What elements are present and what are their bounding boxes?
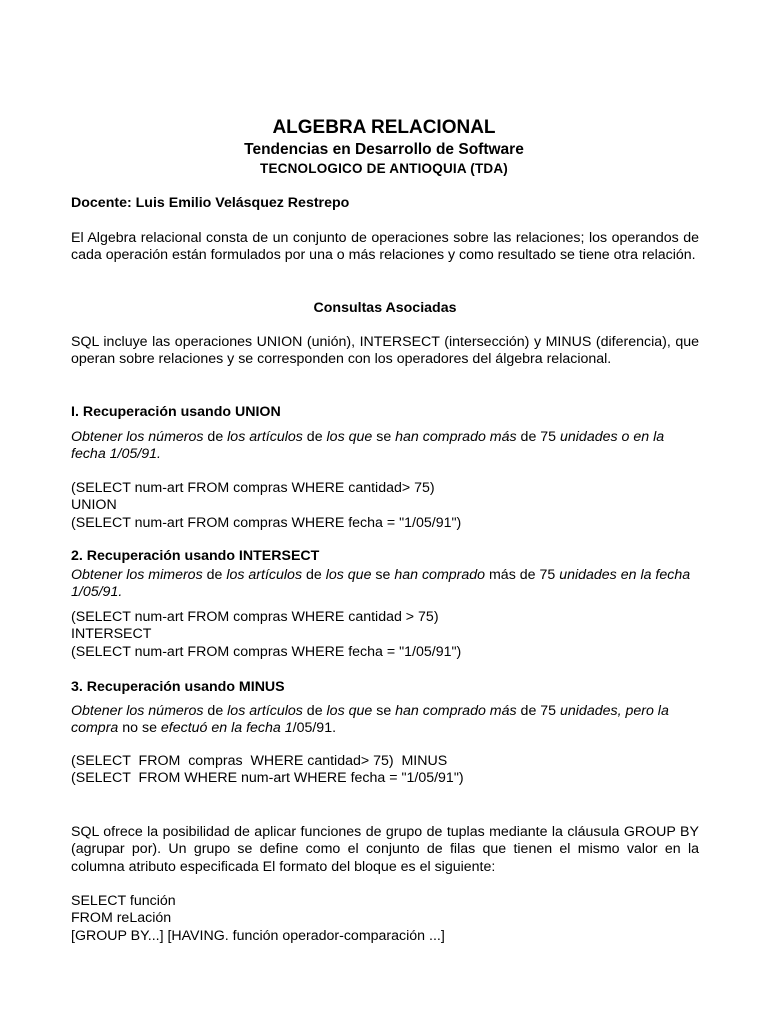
desc-text: unidades, pero la compra xyxy=(71,703,669,737)
desc-text: de xyxy=(203,429,228,445)
desc-text: efectuó en la fecha 1 xyxy=(160,720,293,737)
desc-text: se xyxy=(372,703,396,719)
desc-text: de xyxy=(302,703,327,719)
code-line: (SELECT num-art FROM compras WHERE cantidad> 75) xyxy=(71,480,435,496)
section-3-code xyxy=(71,753,699,788)
code-line: (SELECT FROM WHERE num-art WHERE fecha = "1/05/91") xyxy=(71,770,464,787)
desc-text: Obtener los números xyxy=(71,429,204,445)
desc-text: unidades en la fecha 1/05/91. xyxy=(71,567,691,601)
desc-text: unidades o en la fecha 1/05/91. xyxy=(71,429,665,463)
desc-text: han comprado xyxy=(394,567,486,583)
desc-text: de xyxy=(202,567,227,583)
desc-text: Obtener los mimeros xyxy=(71,567,203,583)
code-line: (SELECT num-art FROM compras WHERE fecha = "1/05/91") xyxy=(71,643,462,660)
desc-text: Obtener los números xyxy=(71,703,204,719)
syntax-line: SELECT función xyxy=(71,893,176,909)
section-3-description xyxy=(71,703,699,738)
desc-text: se xyxy=(372,429,396,445)
code-line: INTERSECT xyxy=(71,626,152,643)
section-1-heading: I. Recuperación usando UNION xyxy=(71,404,281,420)
desc-text: han comprado más xyxy=(395,703,517,719)
section-2-code xyxy=(71,609,699,661)
desc-text: no se xyxy=(118,720,161,737)
desc-text: de 75 xyxy=(516,429,560,445)
desc-text: /05/91. xyxy=(292,720,337,737)
section-1-description xyxy=(71,429,699,464)
sql-intro-paragraph: SQL incluye las operaciones UNION (unión), INTERSECT (intersección) y MINUS (diferencia), que operan sobre relaciones y se corresponden con los operadores del álgebra relacional. xyxy=(71,334,699,368)
desc-text: los que xyxy=(326,703,373,719)
desc-text: de xyxy=(203,703,228,719)
group-by-paragraph: SQL ofrece la posibilidad de aplicar funciones de grupo de tuplas mediante la cláusula GROUP BY (agrupar por). Un grupo se define como el conjunto de filas que tienen el mismo valor en la columna atributo especificada El formato del bloque es el siguiente: xyxy=(71,824,699,875)
desc-text: los artículos xyxy=(226,567,303,583)
desc-text: los artículos xyxy=(227,703,303,719)
desc-text: los artículos xyxy=(227,429,303,445)
section-3-heading: 3. Recuperación usando MINUS xyxy=(71,679,285,695)
desc-text: los que xyxy=(326,429,373,445)
desc-text: han comprado más xyxy=(395,429,517,445)
desc-text: los que xyxy=(325,567,372,583)
section-2-heading: 2. Recuperación usando INTERSECT xyxy=(71,548,320,564)
code-line: (SELECT num-art FROM compras WHERE fecha = "1/05/91") xyxy=(71,514,462,531)
code-line: (SELECT num-art FROM compras WHERE cantidad > 75) xyxy=(71,609,439,625)
intro-paragraph: El Algebra relacional consta de un conjunto de operaciones sobre las relaciones; los operandos de cada operación están formulados por una o más relaciones y como resultado se tiene otra relación. xyxy=(71,230,699,264)
desc-text: se xyxy=(371,567,395,583)
desc-text: de xyxy=(302,429,327,445)
section-1-code xyxy=(71,480,699,532)
syntax-block xyxy=(71,893,699,945)
desc-text: de xyxy=(302,567,326,583)
desc-text: de 75 xyxy=(516,703,560,719)
section-heading: Consultas Asociadas xyxy=(313,300,457,316)
code-line: UNION xyxy=(71,497,117,514)
institution-name: TECNOLOGICO DE ANTIOQUIA (TDA) xyxy=(260,161,508,176)
section-2-description xyxy=(71,567,699,602)
document-title: ALGEBRA RELACIONAL xyxy=(272,117,496,138)
desc-text: más de 75 xyxy=(485,567,560,583)
docente-line: Docente: Luis Emilio Velásquez Restrepo xyxy=(71,195,350,211)
syntax-line: [GROUP BY...] [HAVING. función operador-comparación ...] xyxy=(71,927,445,944)
syntax-line: FROM reLación xyxy=(71,910,172,927)
code-line: (SELECT FROM compras WHERE cantidad> 75) MINUS xyxy=(71,753,448,769)
document-subtitle: Tendencias en Desarrollo de Software xyxy=(244,141,524,158)
